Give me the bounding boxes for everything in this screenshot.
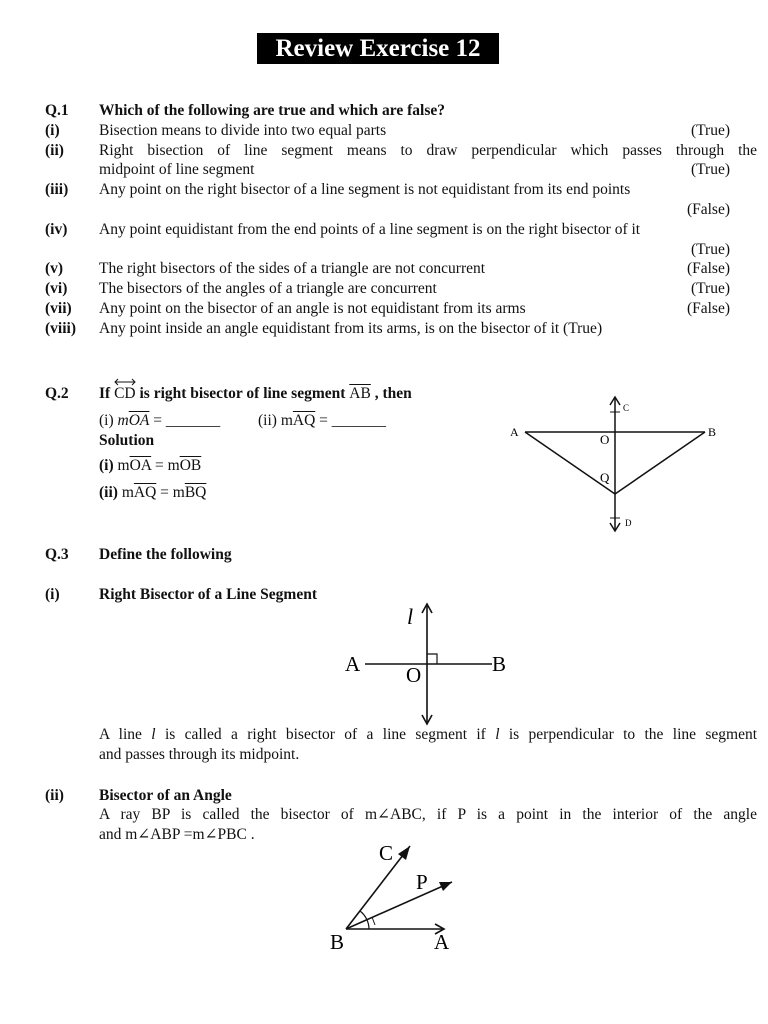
q1-item-text: The bisectors of the angles of a triangle are concurrent	[99, 280, 437, 297]
fig-label-p: P	[416, 870, 428, 894]
q2-part1	[99, 411, 220, 431]
def-text: A line	[99, 726, 142, 743]
q2-solution-2	[99, 483, 206, 503]
q2-if: If	[99, 385, 111, 402]
line-cd-label: CD	[114, 385, 136, 402]
def-l: l	[495, 726, 500, 743]
q1-item-num: (vii)	[45, 300, 72, 317]
q1-item-answer: (False)	[686, 300, 730, 317]
q1-item-num: (viii)	[45, 320, 76, 337]
q1-heading: Which of the following are true and which are false?	[99, 102, 446, 119]
q2-part1-seg: $\overline{OA}$	[128, 412, 150, 429]
right-angle-mark	[427, 654, 437, 664]
fig-label-l: l	[407, 604, 414, 629]
q1-item-text: Any point on the right bisector of a line segment is not equidistant from its end points	[99, 181, 631, 198]
angle-tick	[372, 917, 375, 925]
q2-part1-blank: = _______	[153, 412, 221, 429]
fig-label-d: D	[625, 518, 632, 528]
q2-part2-blank: = _______	[319, 412, 387, 429]
q1-item-answer: (True)	[690, 122, 730, 139]
q1-item-text: The right bisectors of the sides of a triangle are not concurrent	[99, 260, 486, 277]
q2-sol2-s2: $\overline{BQ}$	[184, 484, 207, 501]
q2-then: , then	[374, 385, 412, 402]
fig-label-c: C	[623, 403, 630, 413]
def-l: l	[151, 726, 156, 743]
fig-label-a: A	[510, 425, 519, 439]
segment-bq-line	[615, 432, 705, 494]
triangle-bisector-figure	[500, 390, 740, 540]
fig-label-q: Q	[600, 470, 610, 485]
q2-part2	[258, 411, 386, 431]
line-cd	[114, 384, 136, 404]
q2-sol2-m1: m	[121, 484, 134, 501]
q3-part1-def-line1	[99, 725, 757, 745]
q1-item-text: Bisection means to divide into two equal parts	[99, 122, 387, 139]
q2-mid: is right bisector of line segment	[139, 385, 346, 402]
q2-part2-m: m	[280, 412, 293, 429]
q1-item-answer: (True)	[690, 161, 730, 178]
q3-part2-heading: Bisector of an Angle	[99, 787, 232, 804]
q1-item-text-cont: midpoint of line segment	[99, 161, 255, 178]
q2-sol2-s1: $\overline{AQ}$	[133, 484, 157, 501]
q1-item-num: (v)	[45, 260, 64, 277]
q3-part1-num: (i)	[45, 586, 60, 603]
def-text: is perpendicular to the line segment	[508, 726, 758, 743]
q2-sol2-eq: = m	[160, 484, 185, 501]
q1-number: Q.1	[45, 102, 69, 119]
q3-heading: Define the following	[99, 546, 232, 563]
q1-item-answer: (False)	[686, 260, 730, 277]
q3-part1-heading: Right Bisector of a Line Segment	[99, 586, 317, 603]
q2-sol2-label: (ii)	[99, 484, 118, 501]
q2-solution-label: Solution	[99, 432, 155, 449]
q2-sol1-s2: $\overline{OB}$	[179, 457, 202, 474]
fig-label-b: B	[330, 930, 345, 954]
q2-part1-label: (i)	[99, 412, 114, 429]
q2-part2-seg: $\overline{AQ}$	[292, 412, 316, 429]
q2-question	[99, 384, 412, 404]
q2-sol1-m1: m	[117, 457, 130, 474]
q3-part2-def-line2: and m∠ABP =m∠PBC .	[99, 826, 255, 843]
q3-number: Q.3	[45, 546, 69, 563]
q3-part1-def-line2: and passes through its midpoint.	[99, 746, 300, 763]
def-text: is called a right bisector of a line segment if	[164, 726, 486, 743]
q2-part1-m: m	[117, 412, 129, 429]
segment-ab: $\overline{AB}$	[349, 385, 371, 402]
fig-label-o: O	[406, 663, 422, 687]
q1-item-num: (iii)	[45, 181, 69, 198]
q1-item-text: Any point on the bisector of an angle is not equidistant from its arms	[99, 300, 526, 317]
q2-part2-label: (ii)	[258, 412, 277, 429]
q1-item-answer: (False)	[686, 201, 730, 218]
q1-item-text: Any point equidistant from the end points of a line segment is on the right bisector of it	[99, 221, 641, 238]
double-arrow-icon	[114, 378, 136, 386]
q1-item-num: (ii)	[45, 142, 64, 159]
page-title: Review Exercise 12	[257, 33, 499, 64]
q2-sol1-s1: $\overline{OA}$	[129, 457, 152, 474]
angle-bisector-figure	[320, 838, 480, 958]
q2-solution-1	[99, 456, 201, 476]
ray-bp	[346, 882, 452, 929]
q3-part2-num: (ii)	[45, 787, 64, 804]
q1-item-num: (iv)	[45, 221, 68, 238]
fig-label-b: B	[492, 652, 507, 676]
q1-item-answer: (True)	[690, 241, 730, 258]
q1-item-num: (vi)	[45, 280, 68, 297]
q1-item-text: Any point inside an angle equidistant from its arms, is on the bisector of it (True)	[99, 320, 603, 337]
fig-label-a: A	[434, 930, 450, 954]
q2-number: Q.2	[45, 385, 69, 402]
q1-item-text: Right bisection of line segment means to draw perpendicular which passes through the	[99, 142, 757, 159]
q2-sol1-eq: = m	[155, 457, 180, 474]
fig-label-a: A	[345, 652, 361, 676]
fig-label-o: O	[600, 432, 610, 447]
ray-bc	[346, 846, 410, 929]
fig-label-b: B	[708, 425, 717, 439]
right-bisector-figure	[335, 598, 515, 728]
fig-label-c: C	[379, 841, 394, 865]
q3-part2-def-line1: A ray BP is called the bisector of m∠ABC, if P is a point in the interior of the angle	[99, 806, 757, 823]
q1-item-answer: (True)	[690, 280, 730, 297]
arrow-head-icon	[398, 846, 410, 860]
q1-item-num: (i)	[45, 122, 60, 139]
q2-sol1-label: (i)	[99, 457, 114, 474]
